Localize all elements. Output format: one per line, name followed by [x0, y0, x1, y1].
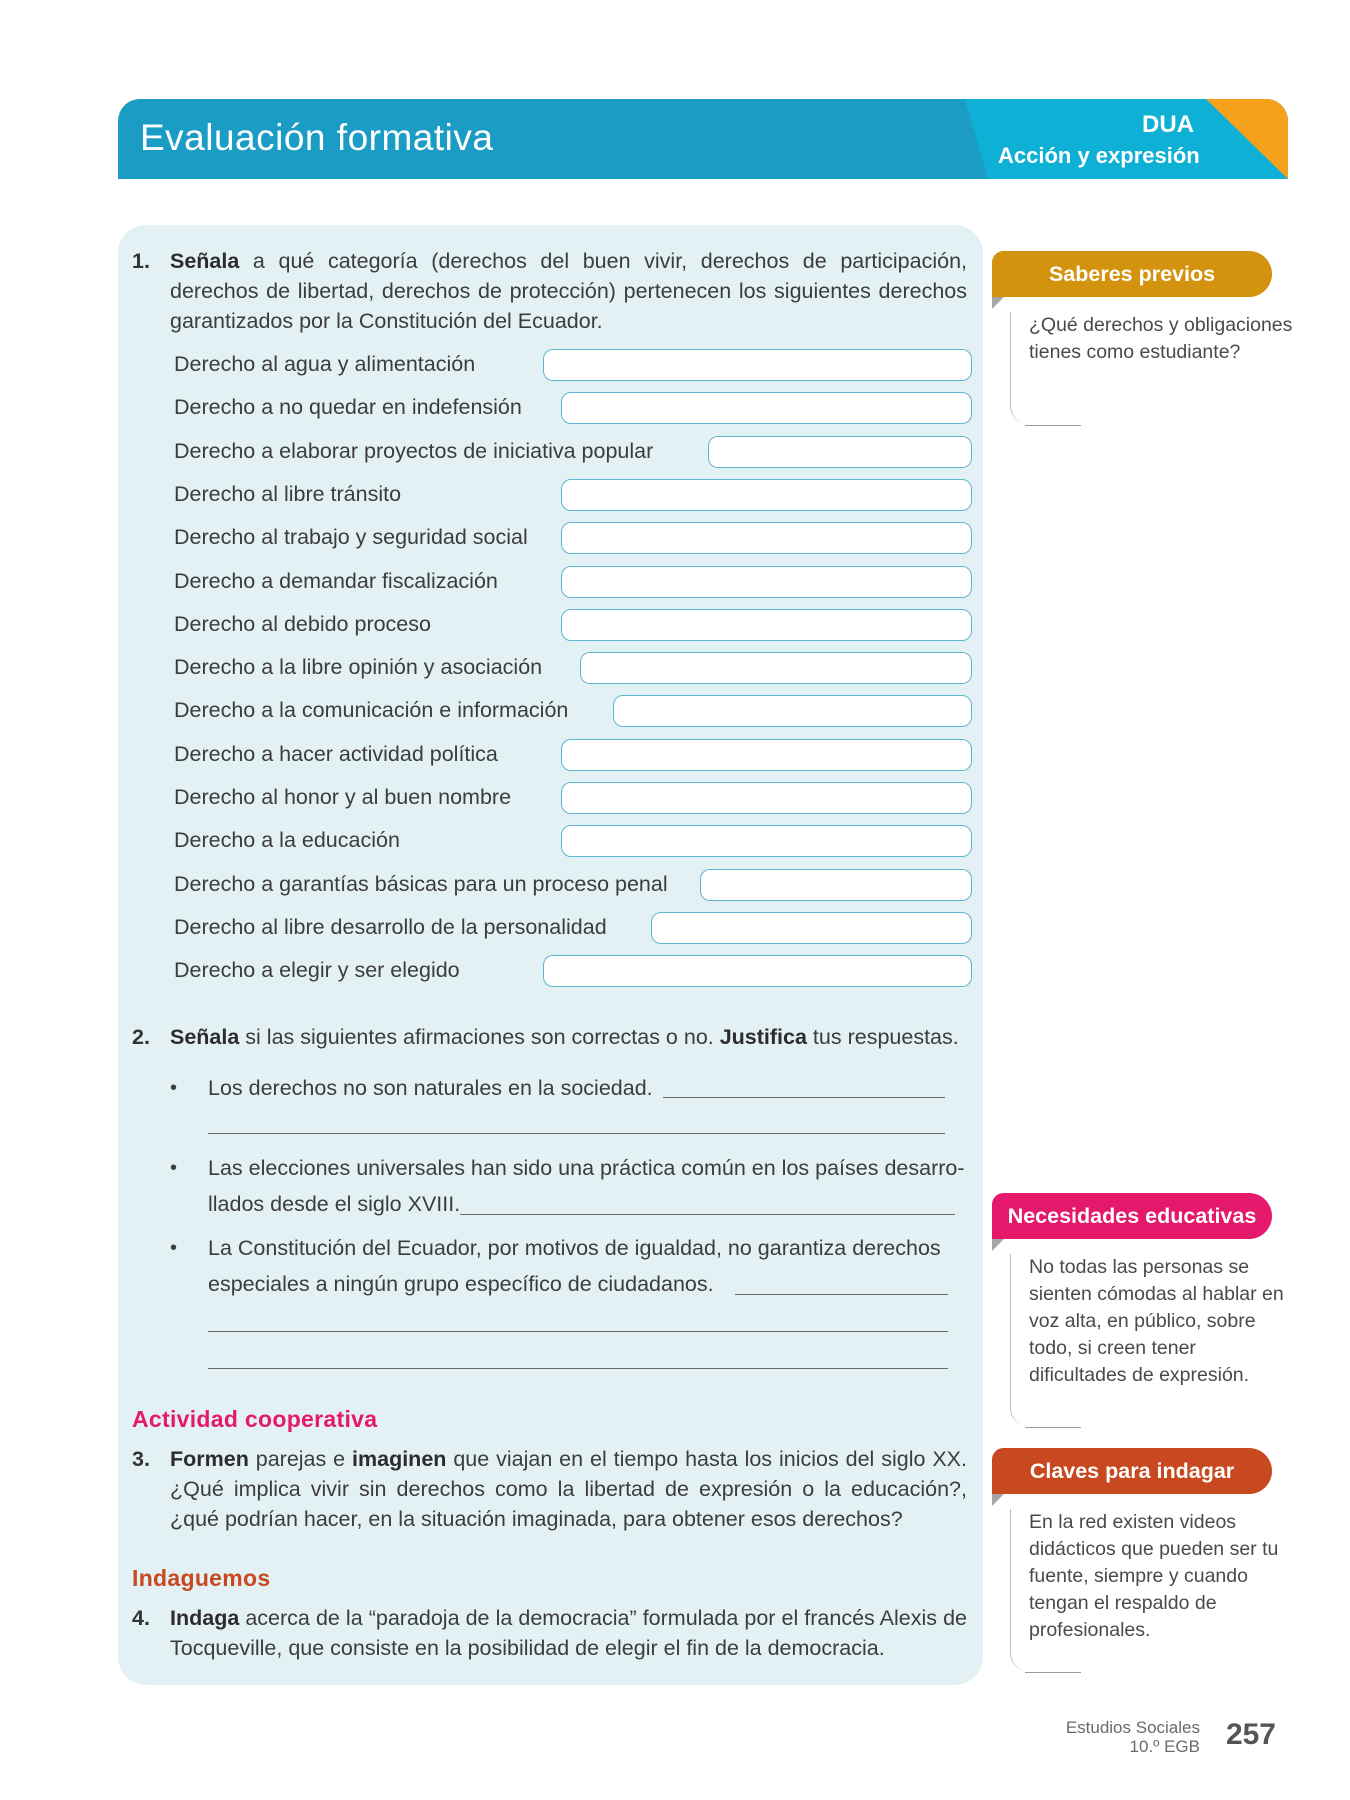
category-answer-field[interactable]: [543, 349, 972, 381]
saberes-previos-box: [1010, 312, 1297, 424]
category-answer-field[interactable]: [580, 652, 972, 684]
right-label: Derecho a garantías básicas para un proceso penal: [174, 871, 668, 896]
right-label: Derecho a demandar fiscalización: [174, 568, 498, 593]
question-verb: Indaga: [170, 1606, 240, 1630]
category-answer-field[interactable]: [651, 912, 972, 944]
divider: [1025, 425, 1081, 426]
statement-2: [170, 1150, 965, 1186]
category-answer-field[interactable]: [561, 479, 972, 511]
question-number: 4.: [132, 1606, 150, 1630]
question-verb: Señala: [170, 249, 240, 273]
statement-text: especiales a ningún grupo específico de ciudadanos.: [208, 1272, 714, 1296]
question-body: parejas e: [248, 1447, 353, 1471]
question-text: [170, 1022, 967, 1052]
necesidades-educativas-text: No todas las personas se sienten cómodas al hablar en voz alta, en público, sobre todo, si creen tener dificultades de expresión.: [1029, 1256, 1284, 1386]
bullet-icon: •: [170, 1077, 178, 1099]
statement-text: llados desde el siglo XVIII.: [208, 1192, 461, 1216]
cooperative-heading: Actividad cooperativa: [132, 1406, 378, 1432]
right-label: Derecho al agua y alimentación: [174, 352, 476, 376]
statement-3-cont: [208, 1266, 714, 1302]
dua-subtitle: Acción y expresión: [998, 143, 1200, 168]
question-number: 3.: [132, 1447, 150, 1471]
question-2: [132, 1022, 967, 1052]
dua-title: DUA: [1142, 111, 1194, 138]
category-answer-field[interactable]: [708, 436, 972, 468]
category-answer-field[interactable]: [700, 869, 972, 901]
question-verb: imaginen: [352, 1447, 447, 1471]
question-body: acerca de la “paradoja de la democracia” formulada por el francés Alexis de Tocqueville, que consiste en la posibilidad de elegir el fin de la democracia.: [170, 1606, 967, 1660]
category-answer-field[interactable]: [561, 566, 972, 598]
necesidades-educativas-box: [1010, 1254, 1297, 1426]
question-body: si las siguientes afirmaciones son correctas o no.: [239, 1025, 720, 1049]
grade-level: 10.º EGB: [1129, 1737, 1200, 1756]
right-label: Derecho al trabajo y seguridad social: [174, 525, 528, 550]
right-label: Derecho a la educación: [174, 828, 400, 853]
category-answer-field[interactable]: [561, 782, 972, 814]
page-number: 257: [1225, 1718, 1276, 1751]
answer-line[interactable]: [663, 1097, 945, 1098]
subject-name: Estudios Sociales: [1065, 1718, 1200, 1737]
necesidades-educativas-tab: Necesidades educativas: [992, 1193, 1272, 1239]
question-body: tus respuestas.: [806, 1025, 959, 1049]
right-label: Derecho a elegir y ser elegido: [174, 958, 460, 983]
divider: [1025, 1427, 1081, 1428]
answer-line[interactable]: [208, 1331, 948, 1332]
answer-line[interactable]: [735, 1294, 948, 1295]
question-verb: Señala: [170, 1025, 240, 1049]
category-answer-field[interactable]: [561, 392, 972, 424]
category-answer-field[interactable]: [613, 695, 972, 727]
right-label: Derecho a la comunicación e información: [174, 698, 569, 723]
statement-2-cont: [208, 1186, 460, 1222]
bullet-icon: •: [170, 1157, 178, 1179]
statement-1: [170, 1070, 653, 1106]
claves-para-indagar-box: [1010, 1509, 1297, 1671]
statement-text: La Constitución del Ecuador, por motivos de igualdad, no garantiza derechos: [208, 1236, 941, 1260]
right-label: Derecho a elaborar proyectos de iniciativa popular: [174, 438, 654, 463]
category-answer-field[interactable]: [543, 955, 972, 987]
claves-para-indagar-text: En la red existen videos didácticos que pueden ser tu fuente, siempre y cuando tengan el respaldo de profesionales.: [1029, 1511, 1279, 1641]
header-banner: [118, 99, 1288, 179]
footer-subject: [1066, 1718, 1200, 1756]
right-label: Derecho al debido proceso: [174, 611, 431, 636]
question-text: [170, 1444, 967, 1534]
category-answer-field[interactable]: [561, 609, 972, 641]
category-answer-field[interactable]: [561, 739, 972, 771]
category-answer-field[interactable]: [561, 825, 972, 857]
right-label: Derecho a no quedar en indefensión: [174, 395, 522, 420]
right-label: Derecho al libre desarrollo de la personalidad: [174, 914, 607, 939]
answer-line[interactable]: [208, 1368, 948, 1369]
question-body: que viajan en el tiempo hasta los inicios del siglo XX. ¿Qué implica vivir sin derechos como la libertad de expresión o la educación?, ¿qué podrían hacer, en la situación imaginada, para obtener esos derechos?: [170, 1447, 967, 1531]
page-title: Evaluación formativa: [140, 117, 494, 158]
right-label: Derecho al honor y al buen nombre: [174, 785, 512, 809]
question-text: [170, 1603, 967, 1663]
category-answer-field[interactable]: [561, 522, 972, 554]
right-label: Derecho al libre tránsito: [174, 481, 402, 506]
question-verb: Justifica: [719, 1025, 807, 1049]
question-text: [170, 246, 967, 336]
question-number: 1.: [132, 249, 150, 273]
question-4: [132, 1603, 967, 1663]
answer-line[interactable]: [208, 1133, 945, 1134]
inquiry-heading: Indaguemos: [132, 1565, 271, 1591]
divider: [1025, 1672, 1081, 1673]
question-number: 2.: [132, 1025, 150, 1049]
right-label: Derecho a hacer actividad política: [174, 741, 498, 766]
saberes-previos-tab: Saberes previos: [992, 251, 1272, 297]
statement-3: [170, 1230, 941, 1266]
saberes-previos-text: ¿Qué derechos y obligaciones tienes como estudiante?: [1029, 314, 1293, 363]
question-3: [132, 1444, 967, 1534]
bullet-icon: •: [170, 1237, 178, 1259]
statement-text: Los derechos no son naturales en la sociedad.: [208, 1076, 653, 1100]
question-1: [132, 246, 967, 336]
right-label: Derecho a la libre opinión y asociación: [174, 655, 543, 680]
question-body: a qué categoría (derechos del buen vivir, derechos de participación, derechos de libertad, derechos de protección) pertenecen los siguientes derechos garantizados por la Constitución del Ecuador.: [170, 249, 967, 333]
question-verb: Formen: [170, 1447, 249, 1471]
statement-text: Las elecciones universales han sido una práctica común en los países desarro-: [208, 1156, 965, 1180]
answer-line[interactable]: [460, 1214, 955, 1215]
claves-para-indagar-tab: Claves para indagar: [992, 1448, 1272, 1494]
